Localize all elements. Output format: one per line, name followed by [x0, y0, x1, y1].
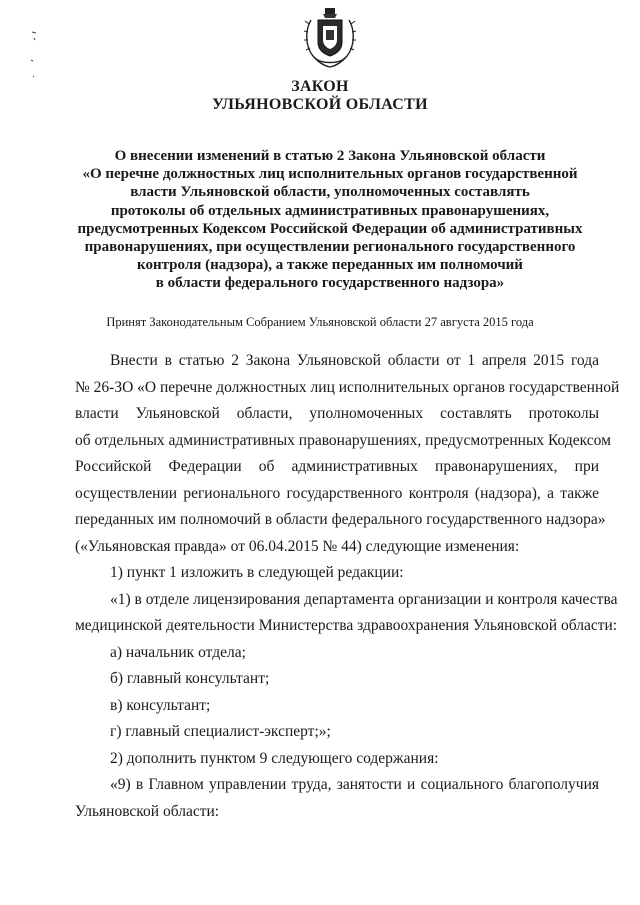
body-line: («Ульяновская правда» от 06.04.2015 № 44) следующие изменения:: [75, 537, 520, 555]
body-line: 1) пункт 1 изложить в следующей редакции:: [110, 564, 404, 581]
margin-marks-icon: [28, 30, 42, 80]
body-line: «1) в отделе лицензирования департамента организации и контроля качества: [110, 590, 618, 608]
body-line: б) главный консультант;: [110, 670, 270, 687]
body-line: Внести в статью 2 Закона Ульяновской области от 1 апреля 2015 года: [110, 352, 599, 369]
body-line: 2) дополнить пунктом 9 следующего содержания:: [110, 749, 439, 767]
body-line: власти Ульяновской области, уполномоченных составлять протоколы: [75, 405, 599, 422]
document-title-line1: ЗАКОН: [291, 78, 349, 95]
body-line: об отдельных административных правонарушениях, предусмотренных Кодексом: [75, 431, 611, 449]
body-line: осуществлении регионального государственного контроля (надзора), а также: [75, 484, 599, 502]
subject-line: «О перечне должностных лиц исполнительных органов государственной: [82, 166, 578, 183]
adoption-note: Принят Законодательным Собранием Ульяновской области 27 августа 2015 года: [106, 315, 534, 329]
body-line: а) начальник отдела;: [110, 643, 246, 661]
body-line: Ульяновской области:: [75, 802, 220, 820]
subject-line: контроля (надзора), а также переданных им полномочий: [137, 257, 523, 274]
body-line: г) главный специалист-эксперт;»;: [110, 723, 331, 740]
body-line: переданных им полномочий в области федерального государственного надзора»: [75, 511, 606, 528]
subject-line: О внесении изменений в статью 2 Закона Ульяновской области: [114, 148, 546, 164]
body-line: Российской Федерации об административных правонарушениях, при: [75, 458, 599, 475]
subject-line: в области федерального государственного надзора»: [155, 275, 505, 292]
body-line: № 26-ЗО «О перечне должностных лиц исполнительных органов государственной: [75, 378, 620, 396]
document-title-line2: УЛЬЯНОВСКОЙ ОБЛАСТИ: [212, 96, 428, 113]
body-line: медицинской деятельности Министерства здравоохранения Ульяновской области:: [75, 617, 618, 634]
subject-line: предусмотренных Кодексом Российской Федерации об административных: [77, 220, 583, 237]
subject-line: протоколы об отдельных административных правонарушениях,: [110, 202, 550, 219]
law-subject: [60, 147, 600, 293]
subject-line: власти Ульяновской области, уполномоченных составлять: [130, 184, 530, 201]
coat-of-arms-icon: [303, 6, 357, 68]
body-line: «9) в Главном управлении труда, занятости и социального благополучия: [110, 776, 599, 793]
document-body: [75, 348, 620, 825]
body-line: в) консультант;: [110, 696, 211, 714]
subject-line: правонарушениях, при осуществлении регионального государственного: [84, 239, 576, 256]
